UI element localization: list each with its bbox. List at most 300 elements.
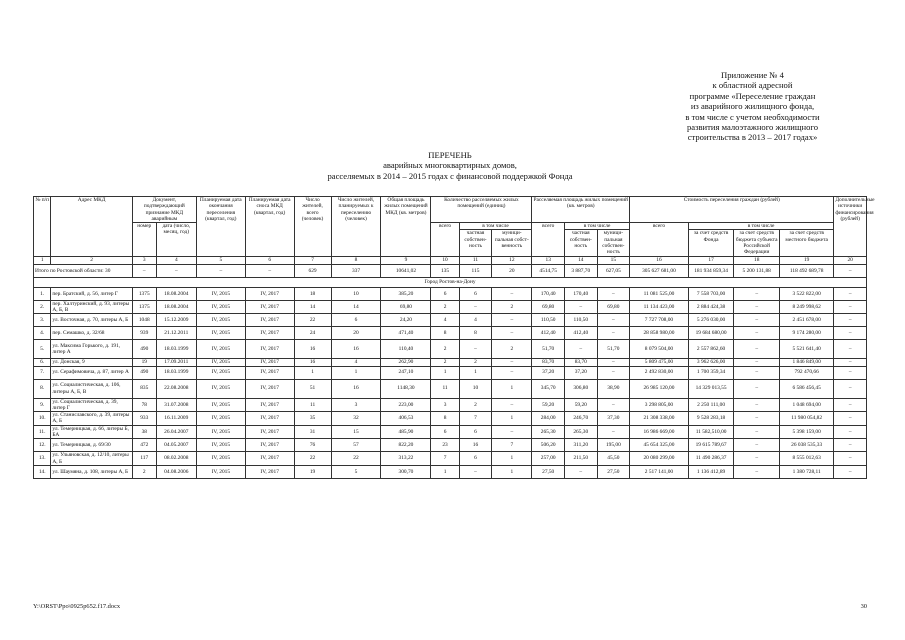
table-cell: 3 962 626,00 <box>688 359 734 366</box>
table-row <box>34 439 867 452</box>
table-cell: 306,80 <box>564 379 597 398</box>
table-row <box>34 452 867 466</box>
header-planned-demolition: Планируемая дата сноса МКД (квартал, год) <box>245 197 294 257</box>
header-row <box>34 197 867 223</box>
table-cell: – <box>734 359 780 366</box>
address-cell: пер. Халтуринский, д. 93, литеры А, Б, В <box>51 300 132 314</box>
total-cell: – <box>834 264 867 277</box>
table-cell: 6 586 456,45 <box>780 379 834 398</box>
table-cell: 262,90 <box>381 359 431 366</box>
total-cell: 627,05 <box>597 264 630 277</box>
table-cell: 19 <box>294 465 331 478</box>
total-cell: 629 <box>294 264 331 277</box>
table-cell: 37,30 <box>597 412 630 426</box>
table-cell: 5 398 159,00 <box>780 425 834 439</box>
table-cell: IV, 2017 <box>245 300 294 314</box>
total-cell: 4514,75 <box>532 264 565 277</box>
table-cell: 51,70 <box>597 340 630 359</box>
table-cell: IV, 2015 <box>196 314 245 327</box>
table-cell: – <box>492 287 532 300</box>
table-cell: 7. <box>34 366 51 379</box>
table-cell: 313,22 <box>381 452 431 466</box>
houses-table <box>33 196 875 479</box>
table-cell: 15.12.2009 <box>156 314 196 327</box>
table-cell: 37,20 <box>532 366 565 379</box>
header-no: № п/п <box>34 197 51 257</box>
header-doc-date: дата (число, месяц, год) <box>156 223 196 256</box>
table-cell: IV, 2017 <box>245 366 294 379</box>
table-cell: 110,50 <box>532 314 565 327</box>
total-cell: – <box>196 264 245 277</box>
appendix-block <box>640 70 865 143</box>
table-cell: 4 <box>331 359 381 366</box>
table-cell: – <box>834 340 867 359</box>
table-cell: 9 174 280,00 <box>780 327 834 340</box>
table-cell: 83,70 <box>564 359 597 366</box>
col-number: 11 <box>459 256 492 264</box>
total-cell: – <box>245 264 294 277</box>
appendix-line: из аварийного жилищного фонда, <box>690 101 815 112</box>
table-cell: – <box>597 425 630 439</box>
table-cell: 110,40 <box>381 340 431 359</box>
table-cell: 2 557 862,60 <box>688 340 734 359</box>
table-cell: 792 470,66 <box>780 366 834 379</box>
header-municipal: муници- пальная собст- венность <box>492 230 532 256</box>
table-cell: 284,00 <box>532 412 565 426</box>
table-cell: 223,00 <box>381 398 431 412</box>
table-cell: IV, 2015 <box>196 465 245 478</box>
table-cell: 18.03.1999 <box>156 366 196 379</box>
table-cell: IV, 2015 <box>196 379 245 398</box>
table-cell: 69,80 <box>381 300 431 314</box>
table-cell: 32 <box>331 412 381 426</box>
col-number: 16 <box>630 256 689 264</box>
table-cell: – <box>834 366 867 379</box>
header-planned-end: Планируемая дата окончания переселения (квартал, год) <box>196 197 245 257</box>
title-line: расселяемых в 2014 – 2015 годах с финансовой поддержкой Фонда <box>327 170 573 181</box>
col-number: 7 <box>294 256 331 264</box>
table-cell: IV, 2015 <box>196 425 245 439</box>
table-cell: – <box>492 327 532 340</box>
table-cell: 18 <box>294 287 331 300</box>
col-number: 6 <box>245 256 294 264</box>
table-cell: – <box>597 398 630 412</box>
table-cell: 170,40 <box>532 287 565 300</box>
city-heading: Город Ростов-на-Дону <box>34 277 867 287</box>
table-cell: 76 <box>294 439 331 452</box>
header-count-total: всего <box>431 223 459 256</box>
table-cell: 27,50 <box>597 465 630 478</box>
table-cell: 933 <box>132 412 156 426</box>
table-cell: 6 <box>431 287 459 300</box>
table-cell: IV, 2017 <box>245 465 294 478</box>
table-cell: 7 <box>492 439 532 452</box>
header-address: Адрес МКД <box>51 197 132 257</box>
table-cell: 2 <box>431 340 459 359</box>
table-cell: 1 <box>459 366 492 379</box>
header-area-incl: в том числе <box>564 223 629 230</box>
table-cell: 57 <box>331 439 381 452</box>
table-cell: 38,90 <box>597 379 630 398</box>
table-cell: – <box>834 425 867 439</box>
table-cell: – <box>834 452 867 466</box>
table-cell: 19 615 789,67 <box>688 439 734 452</box>
table-cell: 2 <box>431 359 459 366</box>
col-number: 5 <box>196 256 245 264</box>
table-cell: 15 <box>331 425 381 439</box>
table-cell: – <box>834 300 867 314</box>
table-row <box>34 465 867 478</box>
table-cell: 3 <box>431 398 459 412</box>
col-number: 12 <box>492 256 532 264</box>
table-cell: – <box>834 314 867 327</box>
table-cell: 311,20 <box>564 439 597 452</box>
table-cell: 31.07.2008 <box>156 398 196 412</box>
table-cell: 1 380 728,11 <box>780 465 834 478</box>
table-cell: – <box>459 340 492 359</box>
table-cell: 2 <box>492 300 532 314</box>
table-cell: – <box>734 412 780 426</box>
total-cell: – <box>132 264 156 277</box>
table-cell: 1 <box>431 366 459 379</box>
table-cell: – <box>459 465 492 478</box>
table-cell: 1148,30 <box>381 379 431 398</box>
header-private2: частная собствен- ность <box>564 230 597 256</box>
address-cell: ул. Донская, 9 <box>51 359 132 366</box>
col-number: 15 <box>597 256 630 264</box>
table-cell: 59,20 <box>564 398 597 412</box>
table-cell: 04.05.2007 <box>156 439 196 452</box>
table-cell: 300,70 <box>381 465 431 478</box>
header-extra-financing: Дополнительные источники финансирования (рублей) <box>834 197 867 257</box>
table-cell: 1375 <box>132 287 156 300</box>
table-cell: 2 <box>431 300 459 314</box>
table-cell: 20 080 299,00 <box>630 452 689 466</box>
table-row <box>34 412 867 426</box>
table-cell: 45 654 325,00 <box>630 439 689 452</box>
header-private: частная собствен- ность <box>459 230 492 256</box>
table-cell: 8 <box>459 327 492 340</box>
table-cell: 51 <box>294 379 331 398</box>
table-cell: IV, 2017 <box>245 359 294 366</box>
table-cell: 8 079 504,00 <box>630 340 689 359</box>
table-cell: 26 038 535,33 <box>780 439 834 452</box>
col-number: 1 <box>34 256 51 264</box>
table-cell: 21 308 338,00 <box>630 412 689 426</box>
table-cell: 6 <box>331 314 381 327</box>
table-cell: 8. <box>34 379 51 398</box>
table-cell: – <box>492 359 532 366</box>
total-cell: 118 492 689,78 <box>780 264 834 277</box>
table-cell: 08.02.2008 <box>156 452 196 466</box>
table-row <box>34 327 867 340</box>
table-cell: 9 528 283,18 <box>688 412 734 426</box>
table-row <box>34 366 867 379</box>
table-cell: 27,50 <box>532 465 565 478</box>
table-cell: 4 <box>431 314 459 327</box>
table-cell: 38 <box>132 425 156 439</box>
total-cell: 20 <box>492 264 532 277</box>
table-cell: 16 986 669,00 <box>630 425 689 439</box>
footer-path: Y:\ORST\Ppo\0925p652.f17.docx <box>33 603 121 610</box>
table-cell: 22.08.2008 <box>156 379 196 398</box>
table-cell: 16 <box>294 359 331 366</box>
table-cell: – <box>734 314 780 327</box>
col-number: 4 <box>156 256 196 264</box>
address-cell: ул. Темерницкая, д. 69/30 <box>51 439 132 452</box>
table-cell: 18.08.2004 <box>156 300 196 314</box>
table-cell: 1 <box>492 452 532 466</box>
address-cell: ул. Станиславского, д. 39, литеры А, Б <box>51 412 132 426</box>
table-cell: 2 <box>132 465 156 478</box>
table-cell: 822,20 <box>381 439 431 452</box>
table-cell: 1 846 849,00 <box>780 359 834 366</box>
table-cell: 10. <box>34 412 51 426</box>
table-cell: 4 <box>459 314 492 327</box>
address-cell: пер. Братский, д. 56, литер Г <box>51 287 132 300</box>
table-cell: 37,20 <box>564 366 597 379</box>
table-cell: 22 <box>331 452 381 466</box>
table-cell: 19 684 680,00 <box>688 327 734 340</box>
table-cell: – <box>492 366 532 379</box>
table-cell: 22 <box>294 452 331 466</box>
table-cell: – <box>492 314 532 327</box>
table-cell: IV, 2015 <box>196 327 245 340</box>
appendix-line: к областной адресной <box>712 80 793 91</box>
address-cell: ул. Восточная, д. 70, литеры А, Б <box>51 314 132 327</box>
table-cell: 1 048 694,00 <box>780 398 834 412</box>
table-cell: 59,20 <box>532 398 565 412</box>
total-cell: 305 627 681,00 <box>630 264 689 277</box>
total-cell: 10641,02 <box>381 264 431 277</box>
table-cell: 1 <box>492 465 532 478</box>
table-cell: 195,00 <box>597 439 630 452</box>
table-cell: IV, 2017 <box>245 452 294 466</box>
header-cost-group: Стоимость переселения граждан (рублей) <box>630 197 834 223</box>
table-cell: 170,40 <box>564 287 597 300</box>
table-cell: – <box>459 300 492 314</box>
table-cell: 9. <box>34 398 51 412</box>
address-cell: ул. Шаумяна, д. 108, литеры А, Б <box>51 465 132 478</box>
table-cell: – <box>734 366 780 379</box>
table-cell: – <box>834 465 867 478</box>
table-cell: 2 451 678,00 <box>780 314 834 327</box>
header-area-total: Общая площадь жилых помещений МКД (кв. метров) <box>381 197 431 257</box>
table-cell: IV, 2015 <box>196 340 245 359</box>
table-cell: – <box>734 287 780 300</box>
table-cell: IV, 2017 <box>245 314 294 327</box>
total-label: Итого по Ростовской области: 30 <box>34 264 133 277</box>
table-cell: 412,40 <box>532 327 565 340</box>
address-cell: пер. Семашко, д. 32/68 <box>51 327 132 340</box>
table-cell: – <box>734 340 780 359</box>
col-number: 17 <box>688 256 734 264</box>
table-cell: – <box>597 314 630 327</box>
table-row <box>34 340 867 359</box>
table-cell: 11. <box>34 425 51 439</box>
table-cell: – <box>734 425 780 439</box>
table-cell: – <box>734 439 780 452</box>
table-cell: 24,20 <box>381 314 431 327</box>
table-cell: – <box>834 327 867 340</box>
table-cell: – <box>834 412 867 426</box>
data-rows <box>34 287 867 478</box>
header-residents: Число жителей, всего (человек) <box>294 197 331 257</box>
table-cell: 8 <box>431 327 459 340</box>
total-cell: 181 934 859,34 <box>688 264 734 277</box>
table-cell: 14 <box>294 300 331 314</box>
table-cell: 22 <box>294 314 331 327</box>
table-cell: 2 <box>492 340 532 359</box>
table-cell: 23 <box>431 439 459 452</box>
table-cell: 16 <box>331 340 381 359</box>
table-cell: IV, 2017 <box>245 287 294 300</box>
header-count-group: Количество расселяемых жилых помещений (единиц) <box>431 197 532 223</box>
table-cell: – <box>597 359 630 366</box>
table-cell: 45,50 <box>597 452 630 466</box>
table-cell: 2. <box>34 300 51 314</box>
col-number: 8 <box>331 256 381 264</box>
table-cell: IV, 2015 <box>196 366 245 379</box>
table-cell: – <box>734 398 780 412</box>
table-cell: 69,80 <box>597 300 630 314</box>
table-row <box>34 314 867 327</box>
col-number: 10 <box>431 256 459 264</box>
total-cell: 115 <box>459 264 492 277</box>
table-cell: 13. <box>34 452 51 466</box>
table-cell: 6 <box>459 287 492 300</box>
table-cell: 485,90 <box>381 425 431 439</box>
table-cell: 2 884 424,38 <box>688 300 734 314</box>
table-cell: 11 134 423,00 <box>630 300 689 314</box>
total-row <box>34 264 867 277</box>
appendix-line: в том числе с учетом необходимости <box>685 111 820 122</box>
table-cell: – <box>734 379 780 398</box>
table-cell: 78 <box>132 398 156 412</box>
total-cell: – <box>156 264 196 277</box>
table-cell: IV, 2015 <box>196 300 245 314</box>
table-cell: 18.08.2004 <box>156 287 196 300</box>
table-row <box>34 398 867 412</box>
table-cell: 211,50 <box>564 452 597 466</box>
table-cell: IV, 2017 <box>245 425 294 439</box>
table-cell: IV, 2015 <box>196 412 245 426</box>
table-cell: 506,20 <box>532 439 565 452</box>
table-cell: IV, 2015 <box>196 439 245 452</box>
table-cell: 1 <box>294 366 331 379</box>
title-line: ПЕРЕЧЕНЬ <box>428 150 472 160</box>
table-cell: 11 <box>431 379 459 398</box>
table-cell: IV, 2015 <box>196 287 245 300</box>
header-regional: за счет средств бюджета субъекта Российской Федерации <box>734 230 780 256</box>
table-cell: IV, 2017 <box>245 412 294 426</box>
table-cell: 04.08.2006 <box>156 465 196 478</box>
table-cell: 1. <box>34 287 51 300</box>
total-cell: 5 200 131,88 <box>734 264 780 277</box>
table-cell: 31 <box>294 425 331 439</box>
table-cell: 257,00 <box>532 452 565 466</box>
table-cell: 16 <box>331 379 381 398</box>
table-cell: 247,10 <box>381 366 431 379</box>
table-cell: – <box>492 398 532 412</box>
table-cell: 35 <box>294 412 331 426</box>
table-cell: – <box>597 287 630 300</box>
title-line: аварийных многоквартирных домов, <box>383 160 517 171</box>
table-cell: 1 <box>431 465 459 478</box>
table-cell: 1 <box>492 379 532 398</box>
table-cell: 14. <box>34 465 51 478</box>
table-row <box>34 300 867 314</box>
table-cell: – <box>492 425 532 439</box>
header-doc-number: номер <box>132 223 156 256</box>
table-cell: – <box>597 366 630 379</box>
table-cell: – <box>734 300 780 314</box>
table-cell: IV, 2017 <box>245 439 294 452</box>
table-cell: 16 <box>459 439 492 452</box>
table-cell: 6 <box>459 452 492 466</box>
table-cell: 3 298 805,00 <box>630 398 689 412</box>
table-row <box>34 379 867 398</box>
table-cell: 7 558 703,00 <box>688 287 734 300</box>
table-cell: 5 521 641,40 <box>780 340 834 359</box>
table-cell: 265,30 <box>532 425 565 439</box>
table-cell: 69,80 <box>532 300 565 314</box>
address-cell: ул. Серафимовича, д. 87, литер А <box>51 366 132 379</box>
table-cell: 110,50 <box>564 314 597 327</box>
table-cell: – <box>564 465 597 478</box>
appendix-line: программе «Переселение граждан <box>689 90 816 101</box>
table-cell: – <box>734 452 780 466</box>
table-cell: 11 980 054,82 <box>780 412 834 426</box>
header-row <box>34 223 867 230</box>
document-title <box>270 150 630 181</box>
table-cell: 20 <box>331 327 381 340</box>
table-cell: 8 249 998,62 <box>780 300 834 314</box>
table-cell: 2 <box>459 359 492 366</box>
table-cell: 412,40 <box>564 327 597 340</box>
table-cell: 28 858 980,00 <box>630 327 689 340</box>
table-cell: – <box>564 340 597 359</box>
header-area-total-sub: всего <box>532 223 565 256</box>
table-cell: 1 <box>492 412 532 426</box>
address-cell: ул. Социалистическая, д. 39, литер Г <box>51 398 132 412</box>
table-cell: IV, 2017 <box>245 327 294 340</box>
table-cell: 5 <box>331 465 381 478</box>
appendix-line: Приложение № 4 <box>721 70 784 80</box>
table-cell: 16.11.2009 <box>156 412 196 426</box>
table-cell: 14 <box>331 300 381 314</box>
table-cell: 3. <box>34 314 51 327</box>
table-cell: IV, 2015 <box>196 398 245 412</box>
col-number: 19 <box>780 256 834 264</box>
table-cell: 3 <box>331 398 381 412</box>
table-cell: – <box>834 439 867 452</box>
table-cell: – <box>834 287 867 300</box>
table-row <box>34 359 867 366</box>
table-cell: 490 <box>132 340 156 359</box>
appendix-line: развития малоэтажного жилищного <box>686 122 819 133</box>
table-cell: IV, 2015 <box>196 452 245 466</box>
table-cell: 2 492 830,00 <box>630 366 689 379</box>
table-cell: 4. <box>34 327 51 340</box>
table-cell: 5. <box>34 340 51 359</box>
table-cell: 6 <box>431 425 459 439</box>
table-cell: 11 081 525,00 <box>630 287 689 300</box>
table-cell: 939 <box>132 327 156 340</box>
table-cell: 26 985 120,00 <box>630 379 689 398</box>
city-row <box>34 277 867 287</box>
table-cell: 12. <box>34 439 51 452</box>
